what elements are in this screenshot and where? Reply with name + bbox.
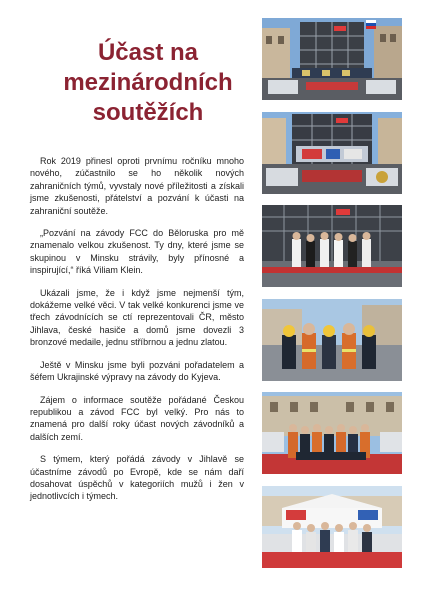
photo-stage-banner bbox=[262, 112, 402, 194]
photo-team-tent bbox=[262, 486, 402, 568]
photo-team-building bbox=[262, 392, 402, 474]
article-body bbox=[30, 155, 244, 513]
photo-stage-tower bbox=[262, 18, 402, 100]
paragraph-5: Zájem o informace soutěže pořádané Českou republikou a závod FCC byl velký. Pro nás to znamená pro další roky účast nových závodníků a dalších zemí. bbox=[30, 394, 244, 442]
title-line-2: mezinárodních bbox=[63, 69, 233, 96]
page-title bbox=[48, 38, 248, 128]
photo-firefighters-group bbox=[262, 299, 402, 381]
paragraph-2: „Pozvání na závody FCC do Běloruska pro mě znamenalo velkou zkušenost. Ty dny, které jsme se skupinou v Minsku strávily, byly přínosné a inspirující,“ říká Viliam Klein. bbox=[30, 228, 244, 276]
paragraph-4: Ještě v Minsku jsme byli pozváni pořadatelem a šéfem Ukrajinské výpravy na závody do Kyjeva. bbox=[30, 359, 244, 383]
photo-team-on-stage bbox=[262, 205, 402, 287]
title-line-1: Účast na bbox=[97, 39, 199, 66]
paragraph-6: S týmem, který pořádá závody v Jihlavě se účastníme závodů po Evropě, kde se nám daří dosahovat úspěchů v kategoriích mužů i žen v jednotlivcích i týmech. bbox=[30, 454, 244, 502]
title-line-3: soutěžích bbox=[92, 99, 204, 126]
paragraph-3: Ukázali jsme, že i když jsme nejmenší tým, dokážeme velké věci. V tak velké konkurenci jsme ve třech závodnících se ctí reprezentovali ČR, město Jihlava, české hasiče a domů jsme dovezli 3 bronzové medaile, jednu stříbrnou a jednu zlatou. bbox=[30, 287, 244, 348]
paragraph-1: Rok 2019 přinesl oproti prvnímu ročníku mnoho nového, zúčastnilo se ho několik nových zahraničních týmů, vyvstaly nové příležitosti a získali jsme zkušenosti, přátelství a pozvání k účasti na zahraniční soutěže. bbox=[30, 156, 244, 216]
photo-column bbox=[262, 18, 402, 579]
